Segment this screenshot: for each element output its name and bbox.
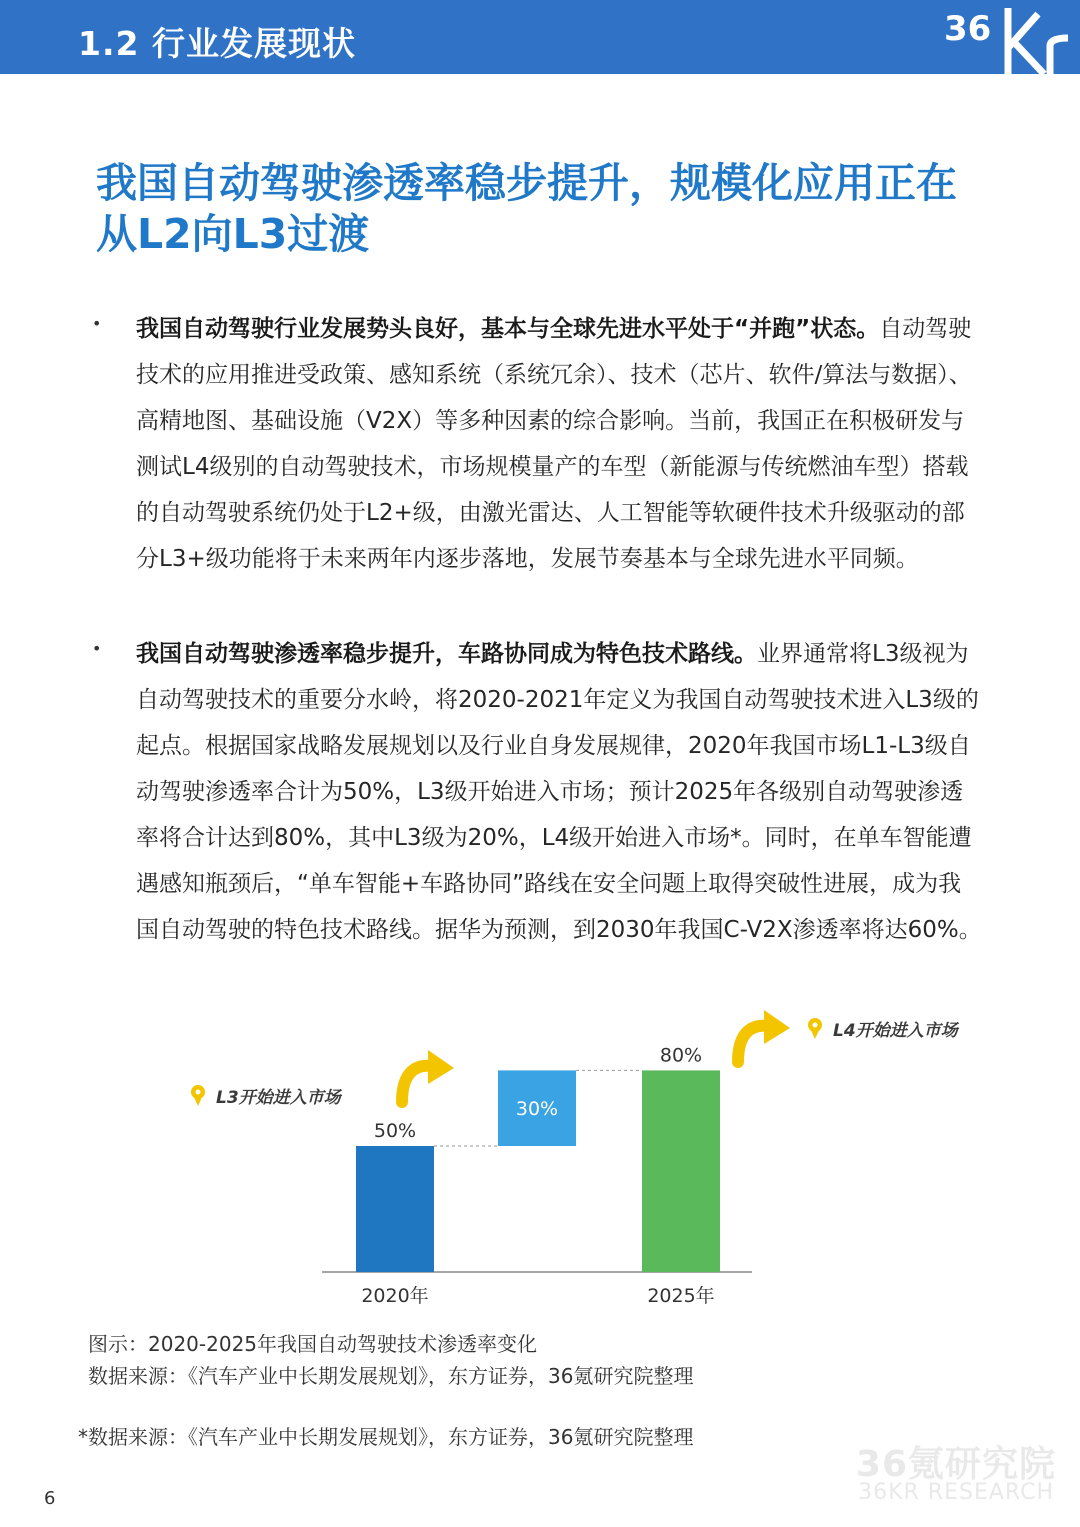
chart-bar <box>642 1070 720 1272</box>
data-label: 50% <box>373 1120 417 1142</box>
bullet-paragraph <box>136 631 984 953</box>
annotation-label: L3开始进入市场 <box>216 1088 341 1108</box>
arrow-icon-head <box>428 1050 454 1084</box>
bullet-dot: • <box>92 314 102 333</box>
source-caption: 数据来源：《汽车产业中长期发展规划》，东方证券，36氪研究院整理 <box>88 1364 694 1388</box>
bullet-body: 自动驾驶技术的应用推进受政策、感知系统（系统冗余）、技术（芯片、软件/算法与数据）、高精地图、基础设施（V2X）等多种因素的综合影响。当前，我国正在积极研发与测试L4级别的自动驾驶技术，市场规模量产的车型（新能源与传统燃油车型）搭载的自动驾驶系统仍处于L2+级，由激光雷达、人工智能等软硬件技术升级驱动的部分L3+级功能将于未来两年内逐步落地，发展节奏基本与全球先进水平同频。 <box>136 316 972 572</box>
pin-icon-tip <box>193 1095 203 1106</box>
bullet-lead: 我国自动驾驶渗透率稳步提升，车路协同成为特色技术路线。 <box>136 641 757 667</box>
brand-logo <box>930 0 1080 74</box>
data-label: 80% <box>659 1044 703 1067</box>
bullet-paragraph <box>136 306 984 582</box>
watermark-en: 36KR RESEARCH <box>858 1480 1054 1505</box>
chart-canvas <box>0 1000 1080 1320</box>
page-number: 6 <box>44 1488 56 1509</box>
annotation-label: L4开始进入市场 <box>833 1021 958 1041</box>
x-tick-label: 2025年 <box>647 1285 715 1307</box>
pin-icon-tip <box>810 1028 820 1039</box>
section-title: 1.2 行业发展现状 <box>78 24 356 63</box>
arrow-icon <box>402 1066 432 1102</box>
chart-bar <box>356 1146 434 1272</box>
svg-text:36: 36 <box>944 9 992 49</box>
x-tick-label: 2020年 <box>361 1285 429 1307</box>
watermark-cn: 36氪研究院 <box>855 1444 1056 1485</box>
bullet-lead: 我国自动驾驶行业发展势头良好，基本与全球先进水平处于“并跑”状态。 <box>136 316 880 342</box>
figure-caption: 图示：2020-2025年我国自动驾驶技术渗透率变化 <box>88 1332 538 1356</box>
arrow-icon-head <box>764 1010 790 1044</box>
penetration-chart <box>0 1000 1080 1320</box>
footnote: *数据来源：《汽车产业中长期发展规划》，东方证券，36氪研究院整理 <box>78 1425 694 1449</box>
data-label: 30% <box>515 1098 559 1121</box>
bullet-dot: • <box>92 639 102 658</box>
page-title: 我国自动驾驶渗透率稳步提升，规模化应用正在从L2向L3过渡 <box>96 159 957 258</box>
pin-icon-dot <box>813 1023 818 1028</box>
pin-icon-dot <box>196 1090 201 1095</box>
bullet-body: 业界通常将L3级视为自动驾驶技术的重要分水岭，将2020-2021年定义为我国自动驾驶技术进入L3级的起点。根据国家战略发展规划以及行业自身发展规律，2020年我国市场L1-L3级自动驾驶渗透率合计为50%，L3级开始进入市场；预计2025年各级别自动驾驶渗透率将合计达到80%，其中L3级为20%，L4级开始进入市场*。同时，在单车智能遭遇感知瓶颈后，“单车智能+车路协同”路线在安全问题上取得突破性进展，成为我国自动驾驶的特色技术路线。据华为预测，到2030年我国C-V2X渗透率将达60%。 <box>136 641 982 943</box>
header-bar <box>0 0 1080 74</box>
arrow-icon <box>738 1026 768 1062</box>
